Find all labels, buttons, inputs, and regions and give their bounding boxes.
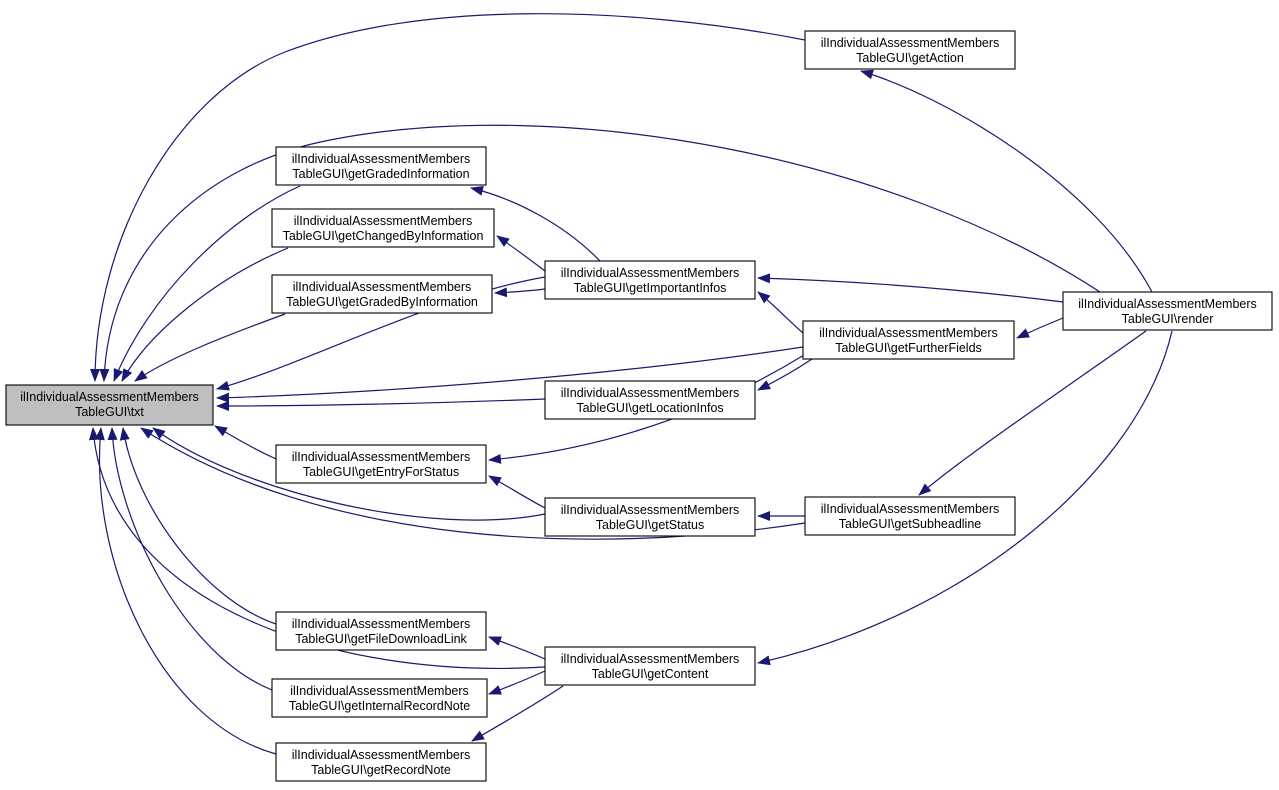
nodes-layer — [6, 31, 1272, 781]
node-label-line2-getInternalRecordNote: TableGUI\getInternalRecordNote — [288, 699, 471, 713]
node-label-line1-getLocationInfos: ilIndividualAssessmentMembers — [560, 386, 740, 400]
node-getEntryForStatus[interactable] — [276, 445, 486, 483]
edge-getContent-to-getFileDownloadLink — [489, 637, 545, 659]
node-label-line2-getGradedByInformation: TableGUI\getGradedByInformation — [286, 295, 478, 309]
node-label-line1-render: ilIndividualAssessmentMembers — [1078, 297, 1257, 311]
node-label-line1-getGradedInformation: ilIndividualAssessmentMembers — [291, 152, 471, 166]
node-getContent[interactable] — [545, 647, 755, 685]
node-label-line2-getImportantInfos: TableGUI\getImportantInfos — [573, 281, 727, 295]
node-render[interactable] — [1063, 292, 1272, 330]
node-label-line2-txt: TableGUI\txt — [75, 405, 144, 419]
edge-getInternalRecordNote-to-txt — [112, 428, 272, 690]
node-label-line2-render: TableGUI\render — [1121, 312, 1214, 326]
node-getAction[interactable] — [805, 31, 1015, 69]
node-label-line1-getGradedByInformation: ilIndividualAssessmentMembers — [292, 280, 472, 294]
node-label-line2-getFurtherFields: TableGUI\getFurtherFields — [835, 341, 982, 355]
node-label-line1-getEntryForStatus: ilIndividualAssessmentMembers — [291, 450, 471, 464]
node-label-line1-getContent: ilIndividualAssessmentMembers — [560, 652, 740, 666]
node-label-line1-txt: ilIndividualAssessmentMembers — [20, 390, 199, 404]
node-getRecordNote[interactable] — [276, 743, 486, 781]
node-label-line1-getStatus: ilIndividualAssessmentMembers — [560, 503, 740, 517]
edge-getFurtherFields-to-getLocationInfos — [758, 359, 812, 390]
node-label-line1-getFileDownloadLink: ilIndividualAssessmentMembers — [291, 617, 471, 631]
edge-getEntryForStatus-to-txt — [215, 426, 276, 459]
node-getSubheadline[interactable] — [805, 497, 1015, 535]
node-label-line1-getRecordNote: ilIndividualAssessmentMembers — [291, 748, 471, 762]
edge-getFurtherFields-to-getImportantInfos — [758, 292, 803, 333]
edge-getGradedByInformation-to-txt — [135, 314, 285, 381]
edge-render-to-getAction — [861, 71, 1152, 292]
node-label-line2-getContent: TableGUI\getContent — [591, 667, 709, 681]
node-getImportantInfos[interactable] — [545, 261, 755, 299]
edge-getFileDownloadLink-to-txt — [123, 428, 276, 624]
edge-getLocationInfos-to-txt — [217, 399, 545, 406]
node-getGradedByInformation[interactable] — [272, 275, 492, 313]
node-getStatus[interactable] — [545, 498, 755, 536]
node-label-line1-getAction: ilIndividualAssessmentMembers — [820, 36, 1000, 50]
edge-getStatus-to-getEntryForStatus — [489, 476, 545, 508]
node-txt[interactable] — [6, 385, 213, 425]
edge-getAction-to-txt — [95, 14, 805, 381]
node-label-line2-getFileDownloadLink: TableGUI\getFileDownloadLink — [295, 632, 467, 646]
edge-getChangedByInformation-to-txt — [122, 248, 288, 381]
edge-render-to-getFurtherFields — [1017, 318, 1063, 338]
node-label-line2-getAction: TableGUI\getAction — [856, 51, 964, 65]
edge-render-to-getImportantInfos — [758, 278, 1063, 302]
node-getLocationInfos[interactable] — [545, 381, 755, 419]
edge-getImportantInfos-to-getGradedByInformation — [495, 289, 545, 293]
node-label-line1-getChangedByInformation: ilIndividualAssessmentMembers — [293, 214, 473, 228]
node-label-line2-getGradedInformation: TableGUI\getGradedInformation — [292, 167, 470, 181]
node-label-line1-getInternalRecordNote: ilIndividualAssessmentMembers — [290, 684, 469, 698]
edge-getContent-to-getInternalRecordNote — [489, 671, 545, 694]
node-getInternalRecordNote[interactable] — [272, 679, 487, 717]
node-getGradedInformation[interactable] — [276, 147, 486, 185]
node-label-line2-getSubheadline: TableGUI\getSubheadline — [838, 517, 982, 531]
node-label-line1-getImportantInfos: ilIndividualAssessmentMembers — [560, 266, 740, 280]
node-label-line1-getSubheadline: ilIndividualAssessmentMembers — [820, 502, 1000, 516]
node-label-line2-getChangedByInformation: TableGUI\getChangedByInformation — [282, 229, 484, 243]
node-label-line2-getEntryForStatus: TableGUI\getEntryForStatus — [302, 465, 460, 479]
node-label-line2-getRecordNote: TableGUI\getRecordNote — [311, 763, 451, 777]
node-getFileDownloadLink[interactable] — [276, 612, 486, 650]
node-getChangedByInformation[interactable] — [272, 209, 494, 247]
node-label-line2-getLocationInfos: TableGUI\getLocationInfos — [576, 401, 724, 415]
edge-getImportantInfos-to-getChangedByInformation — [497, 236, 545, 271]
node-label-line1-getFurtherFields: ilIndividualAssessmentMembers — [819, 326, 998, 340]
node-label-line2-getStatus: TableGUI\getStatus — [595, 518, 705, 532]
node-getFurtherFields[interactable] — [803, 321, 1014, 359]
